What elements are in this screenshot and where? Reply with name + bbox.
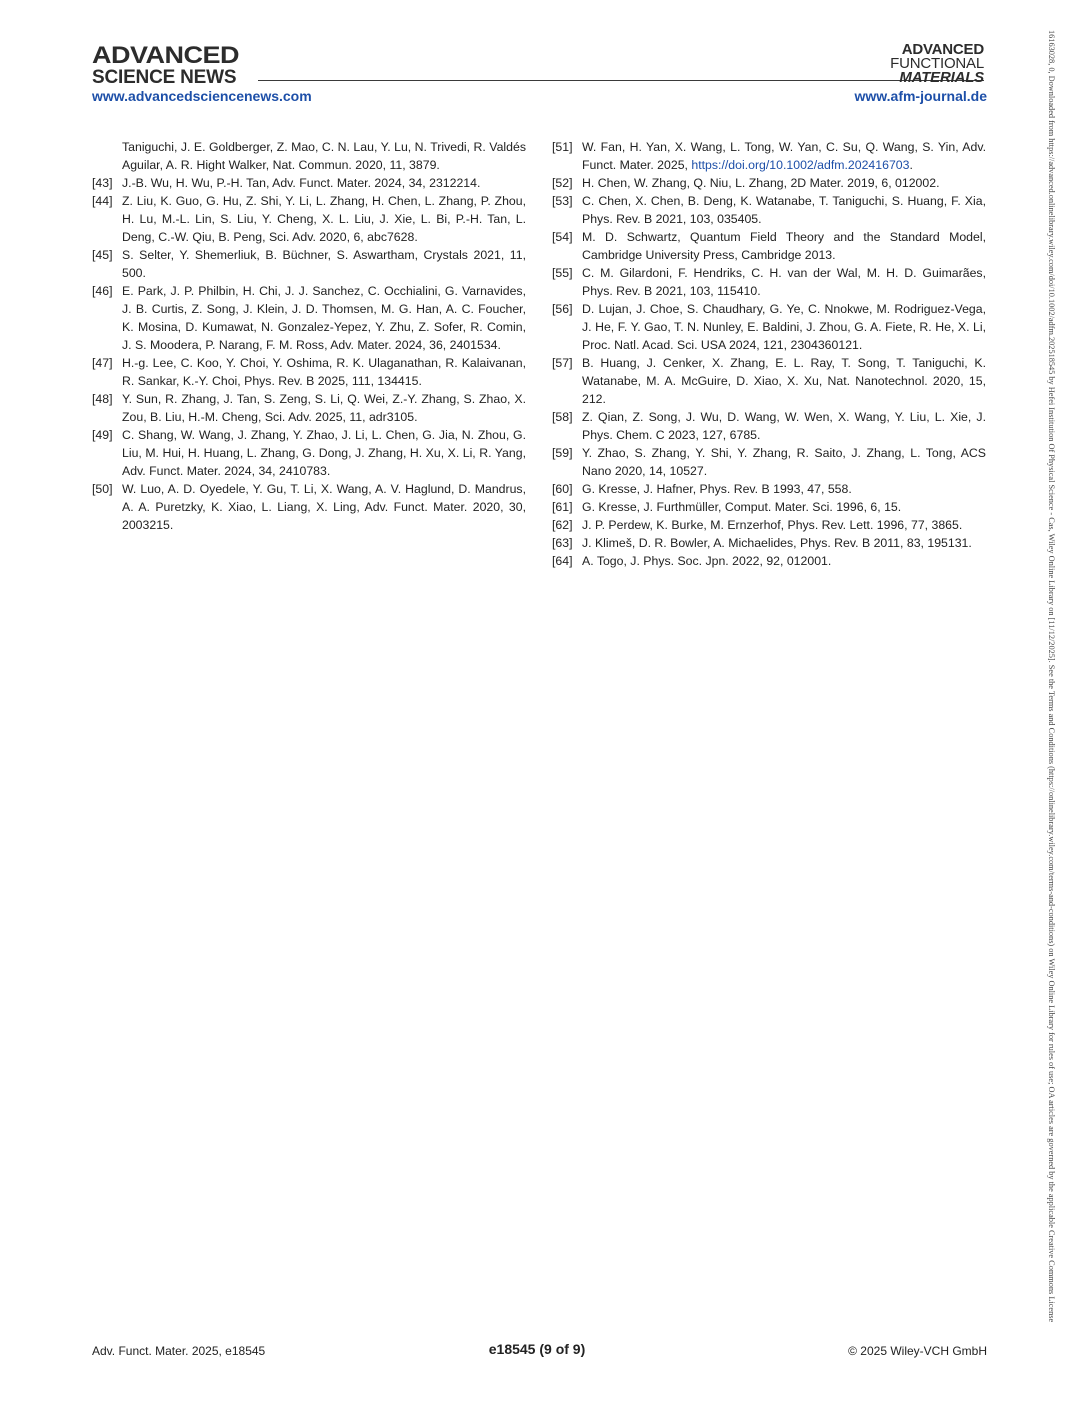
header-rule — [258, 80, 984, 81]
reference-item: [63] J. Klimeš, D. R. Bowler, A. Michaelides, Phys. Rev. B 2011, 83, 195131. — [552, 536, 972, 550]
reference-item: [46] E. Park, J. P. Philbin, H. Chi, J. J. Sanchez, C. Occhialini, G. Varnavides, J. B. Curtis, Z. Song, J. Klein, J. D. Thomsen, M. G. Han, A. C. Foucher, K. Mosina, D. Kumawat, N. Gonzalez-Yepez, Y. Zhu, Z. Sofer, R. Comin, J. S. Moodera, P. Narang, F. M. Ross, Adv. Mater. 2024, 36, 2401534. — [92, 284, 526, 352]
reference-item: [58] Z. Qian, Z. Song, J. Wu, D. Wang, W. Wen, X. Wang, Y. Liu, L. Xie, J. Phys. Chem. C 2023, 127, 6785. — [552, 410, 986, 442]
reference-item: [56] D. Lujan, J. Choe, S. Chaudhary, G. Ye, C. Nnokwe, M. Rodriguez-Vega, J. He, F. Y. Gao, T. N. Nunley, E. Baldini, J. Zhou, G. A. Fiete, R. He, X. Li, Proc. Natl. Acad. Sci. USA 2024, 121, 2304360121. — [552, 302, 986, 352]
reference-item: [55] C. M. Gilardoni, F. Hendriks, C. H. van der Wal, M. H. D. Guimarães, Phys. Rev. B 2021, 103, 115410. — [552, 266, 986, 298]
doi-link[interactable]: https://doi.org/10.1002/adfm.202416703 — [691, 158, 910, 172]
reference-item: [51] W. Fan, H. Yan, X. Wang, L. Tong, W. Yan, C. Su, Q. Wang, S. Yin, Adv. Funct. Mater. 2025, https://doi.org/10.1002/adfm.202416703. — [552, 140, 986, 172]
advanced-functional-materials-logo — [890, 42, 984, 85]
reference-item: [52] H. Chen, W. Zhang, Q. Niu, L. Zhang, 2D Mater. 2019, 6, 012002. — [552, 176, 940, 190]
logo-left-line2: SCIENCE NEWS — [92, 67, 237, 88]
download-stamp: 16163028, 0, Downloaded from https://advanced.onlinelibrary.wiley.com/doi/10.1002/adfm.202518545 by Hefei Institution Of Physical Science - Cas, Wiley Online Library on [11/12/2025]. See the Terms and Conditions (https://onlinelibrary.wiley.com/terms-and-conditions) on Wiley Online Library for rules of use; OA articles are governed by the applicable Creative Commons License — [1047, 30, 1056, 1323]
reference-item: [50] W. Luo, A. D. Oyedele, Y. Gu, T. Li, X. Wang, A. V. Haglund, D. Mandrus, A. A. Puretzky, K. Xiao, L. Liang, X. Ling, Adv. Funct. Mater. 2020, 30, 2003215. — [92, 482, 526, 532]
copyright: © 2025 Wiley-VCH GmbH — [848, 1344, 987, 1358]
reference-item: [44] Z. Liu, K. Guo, G. Hu, Z. Shi, Y. Li, L. Zhang, H. Chen, L. Zhang, P. Zhou, H. Lu, M.-L. Lin, S. Liu, Y. Cheng, X. L. Liu, J. Xie, L. Bi, P.-H. Tan, L. Deng, C.-W. Qiu, B. Peng, Sci. Adv. 2020, 6, abc7628. — [92, 194, 526, 244]
reference-item: [57] B. Huang, J. Cenker, X. Zhang, E. L. Ray, T. Song, T. Taniguchi, K. Watanabe, M. A. McGuire, D. Xiao, X. Xu, Nat. Nanotechnol. 2020, 15, 212. — [552, 356, 986, 406]
logo-left-line1: ADVANCED — [92, 41, 240, 69]
reference-item: [60] G. Kresse, J. Hafner, Phys. Rev. B 1993, 47, 558. — [552, 482, 852, 496]
logo-right-line2: FUNCTIONAL — [890, 55, 984, 72]
reference-item: [62] J. P. Perdew, K. Burke, M. Ernzerhof, Phys. Rev. Lett. 1996, 77, 3865. — [552, 518, 963, 532]
reference-item: [54] M. D. Schwartz, Quantum Field Theory and the Standard Model, Cambridge University Press, Cambridge 2013. — [552, 230, 986, 262]
reference-item: [59] Y. Zhao, S. Zhang, Y. Shi, Y. Zhang, R. Saito, J. Zhang, L. Tong, ACS Nano 2020, 14, 10527. — [552, 446, 986, 478]
reference-item: [48] Y. Sun, R. Zhang, J. Tan, S. Zeng, S. Li, Q. Wei, Z.-Y. Zhang, S. Zhao, X. Zou, B. Liu, H.-M. Cheng, Sci. Adv. 2025, 11, adr3105. — [92, 392, 526, 424]
reference-item: [47] H.-g. Lee, C. Koo, Y. Choi, Y. Oshima, R. K. Ulaganathan, R. Kalaivanan, R. Sankar, K.-Y. Choi, Phys. Rev. B 2025, 111, 134415. — [92, 356, 526, 388]
reference-item: [61] G. Kresse, J. Furthmüller, Comput. Mater. Sci. 1996, 6, 15. — [552, 500, 902, 514]
logo-right-line3: MATERIALS — [899, 69, 984, 86]
reference-item: [45] S. Selter, Y. Shemerliuk, B. Büchner, S. Aswartham, Crystals 2021, 11, 500. — [92, 248, 526, 280]
footer-citation: Adv. Funct. Mater. 2025, e18545 — [92, 1344, 266, 1358]
journal-link[interactable]: www.afm-journal.de — [854, 88, 987, 104]
reference-item: [43] J.-B. Wu, H. Wu, P.-H. Tan, Adv. Funct. Mater. 2024, 34, 2312214. — [92, 176, 481, 190]
publisher-link[interactable]: www.advancedsciencenews.com — [92, 88, 312, 104]
reference-item: Taniguchi, J. E. Goldberger, Z. Mao, C. N. Lau, Y. Lu, N. Trivedi, R. Valdés Aguilar, A. R. Hight Walker, Nat. Commun. 2020, 11, 3879. — [122, 140, 526, 172]
references-left-column — [92, 138, 526, 534]
logo-right-line1: ADVANCED — [901, 41, 984, 58]
reference-item: [49] C. Shang, W. Wang, J. Zhang, Y. Zhao, J. Li, L. Chen, G. Jia, N. Zhou, G. Liu, M. Hui, H. Huang, L. Zhang, G. Dong, J. Zhang, H. Xu, X. Li, R. Yang, Adv. Funct. Mater. 2024, 34, 2410783. — [92, 428, 526, 478]
page-number: e18545 (9 of 9) — [488, 1341, 586, 1357]
reference-item: [64] A. Togo, J. Phys. Soc. Jpn. 2022, 92, 012001. — [552, 554, 832, 568]
reference-item: [53] C. Chen, X. Chen, B. Deng, K. Watanabe, T. Taniguchi, S. Huang, F. Xia, Phys. Rev. B 2021, 103, 035405. — [552, 194, 986, 226]
advanced-science-news-logo — [92, 43, 262, 87]
references-right-column — [552, 138, 986, 570]
